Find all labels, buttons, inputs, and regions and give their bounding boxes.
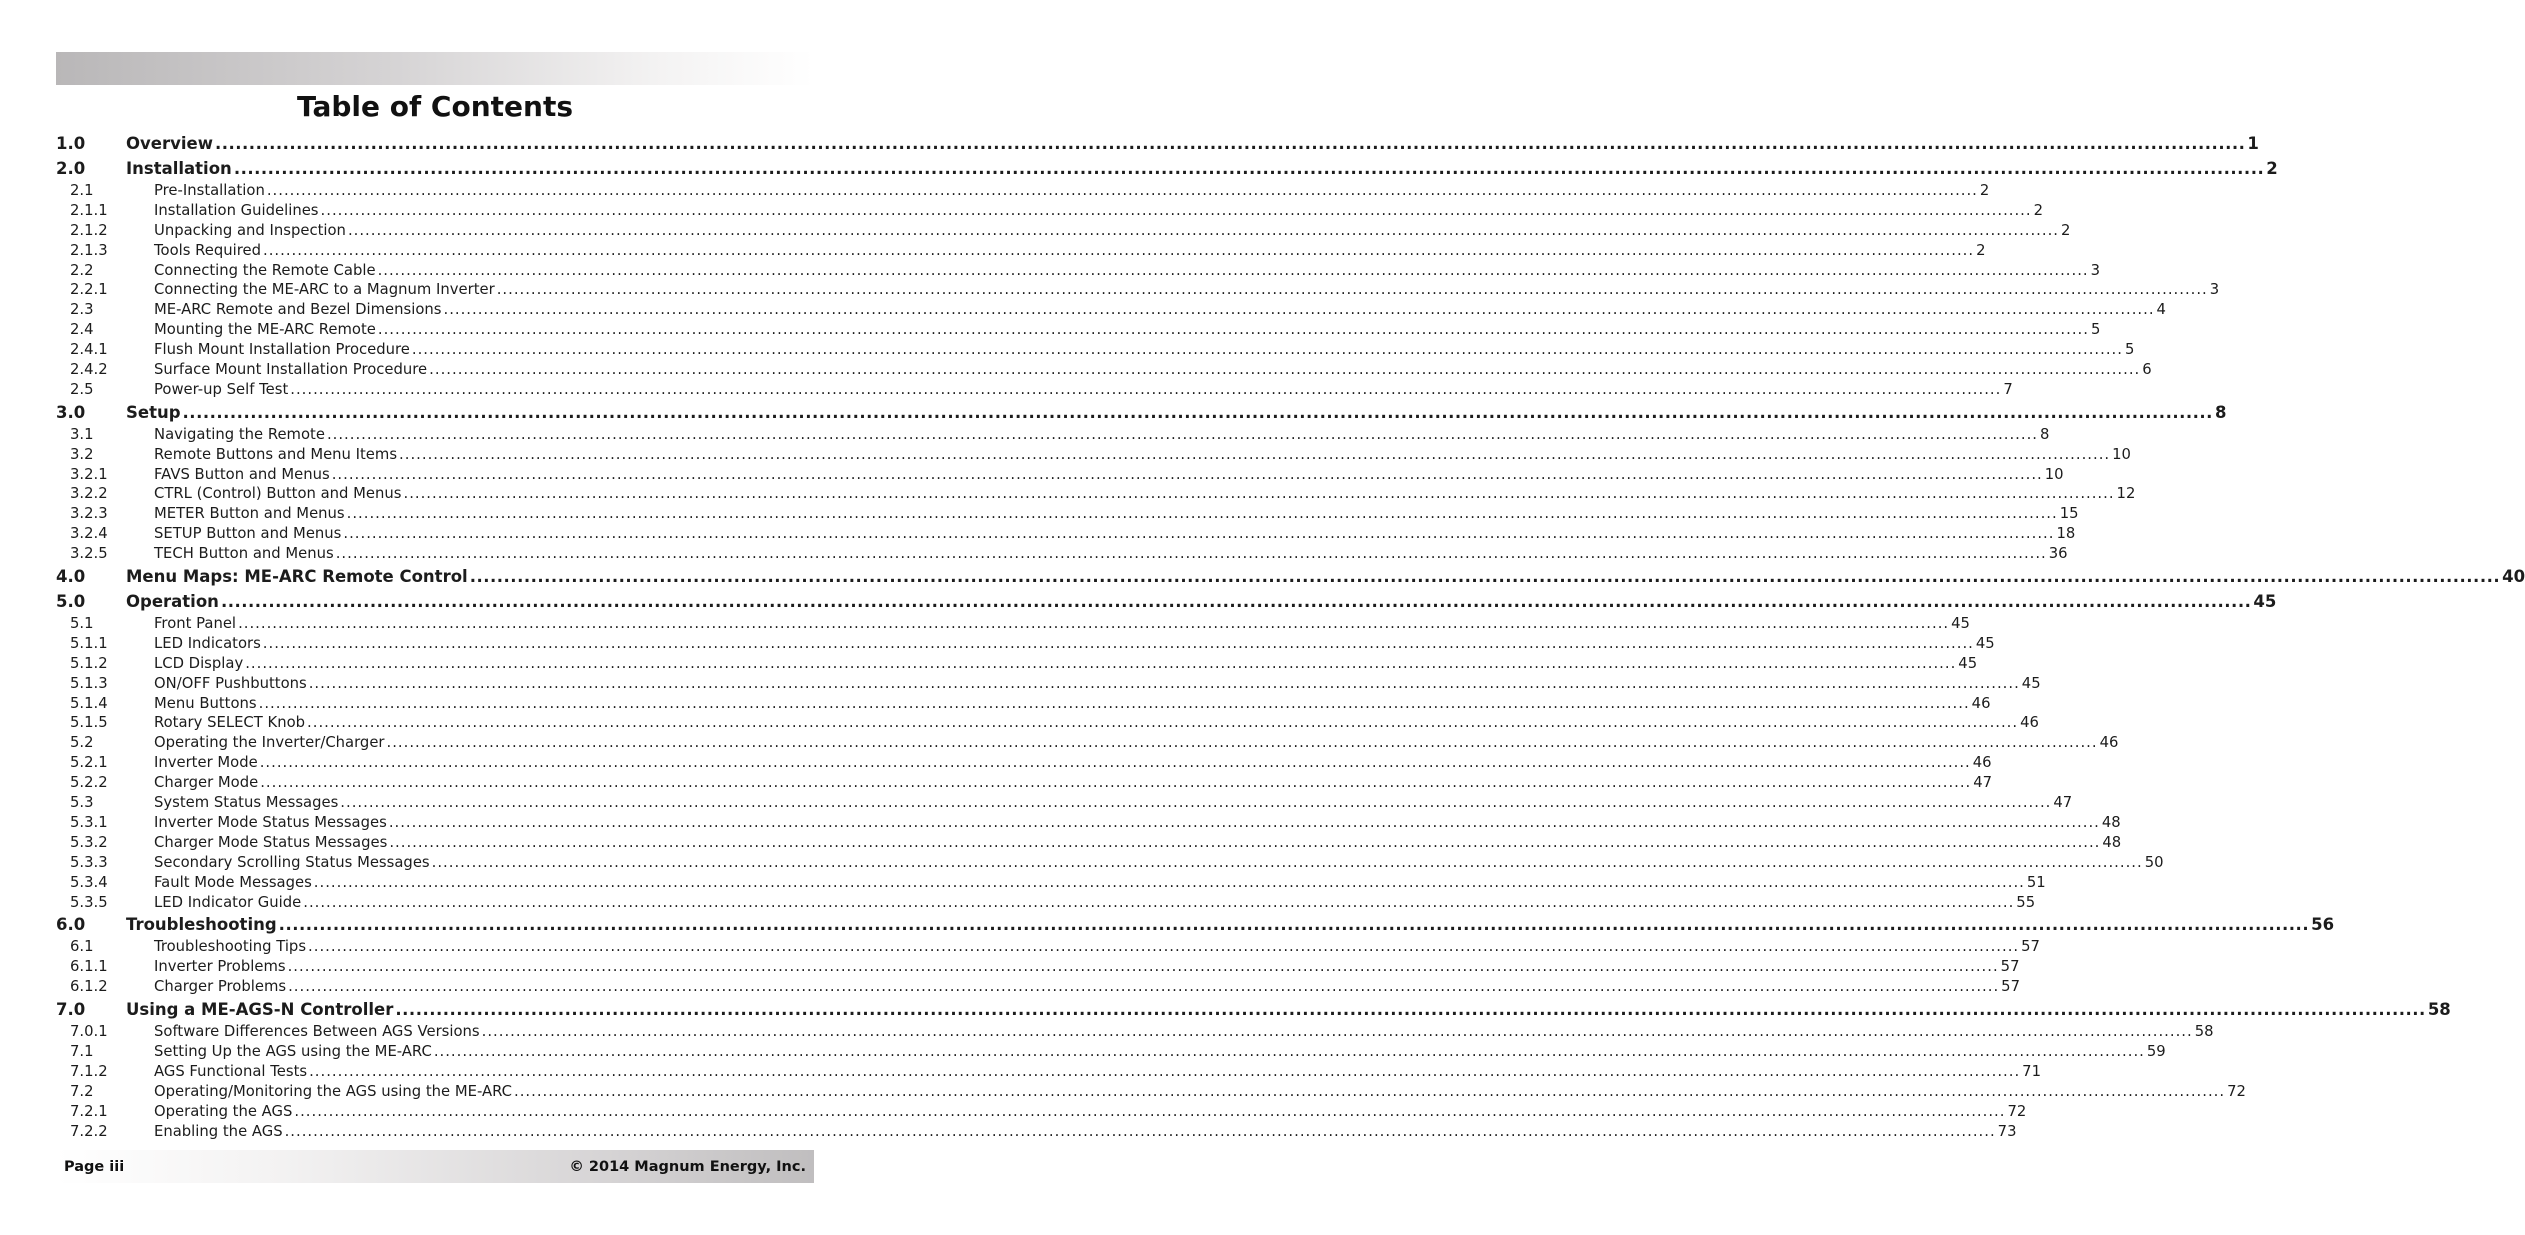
dot-leader: ............................................................................................................................................................................................................................................................................................................ (288, 978, 2000, 996)
toc-section-entry[interactable] (56, 997, 2451, 1022)
toc-entry-number: 2.1.1 (70, 201, 108, 219)
toc-subsection-entry[interactable] (56, 465, 2064, 485)
toc-entry-title: Tools Required (154, 241, 262, 259)
dot-leader: ............................................................................................................................................................................................................................................................................................................ (303, 893, 2015, 911)
dot-leader: ............................................................................................................................................................................................................................................................................................................ (260, 774, 1972, 792)
dot-leader: ............................................................................................................................................................................................................................................................................................................ (308, 938, 2020, 956)
toc-entry-number: 2.3 (70, 301, 94, 319)
toc-entry-number: 7.1.2 (70, 1062, 108, 1080)
dot-leader: ............................................................................................................................................................................................................................................................................................................ (403, 485, 2115, 503)
dot-leader: ............................................................................................................................................................................................................................................................................................................ (481, 1023, 2193, 1041)
toc-entry-page: 40 (2502, 567, 2525, 587)
toc-entry-title: CTRL (Control) Button and Menus (154, 485, 402, 503)
toc-entry-page: 36 (2048, 545, 2068, 563)
toc-subsection-entry[interactable] (56, 873, 2046, 893)
toc-entry-page: 7 (2003, 380, 2013, 398)
toc-entry-title: SETUP Button and Menus (154, 525, 342, 543)
dot-leader: ............................................................................................................................................................................................................................................................................................................ (469, 567, 2501, 587)
toc-entry-page: 47 (2053, 794, 2073, 812)
toc-entry-number: 5.3 (70, 794, 94, 812)
toc-entry-title: Fault Mode Messages (154, 873, 312, 891)
toc-entry-title: Unpacking and Inspection (154, 221, 346, 239)
toc-section-entry[interactable] (56, 400, 2227, 425)
dot-leader: ............................................................................................................................................................................................................................................................................................................ (320, 201, 2032, 219)
toc-entry-title: Inverter Problems (154, 958, 286, 976)
dot-leader: ............................................................................................................................................................................................................................................................................................................ (431, 853, 2143, 871)
toc-entry-title: ON/OFF Pushbuttons (154, 674, 307, 692)
toc-entry-title: Operating/Monitoring the AGS using the ME-ARC (154, 1082, 512, 1100)
toc-entry-page: 18 (2056, 525, 2076, 543)
toc-entry-number: 5.1.3 (70, 674, 108, 692)
toc-subsection-entry[interactable] (56, 793, 2073, 813)
toc-entry-title: METER Button and Menus (154, 505, 345, 523)
toc-subsection-entry[interactable] (56, 713, 2039, 733)
toc-entry-title: Power-up Self Test (154, 380, 289, 398)
toc-entry-title: Software Differences Between AGS Versions (154, 1023, 480, 1041)
toc-entry-title: Using a ME-AGS-N Controller (126, 1000, 394, 1020)
toc-entry-title: Enabling the AGS (154, 1122, 283, 1140)
toc-entry-page: 48 (2102, 833, 2122, 851)
toc-entry-title: Connecting the ME-ARC to a Magnum Inverter (154, 281, 495, 299)
toc-entry-number: 7.2.2 (70, 1122, 108, 1140)
toc-subsection-entry[interactable] (56, 300, 2166, 320)
toc-entry-page: 50 (2144, 853, 2164, 871)
toc-section-entry[interactable] (56, 156, 2278, 181)
toc-entry-title: AGS Functional Tests (154, 1062, 308, 1080)
toc-entry-number: 2.2 (70, 261, 94, 279)
toc-entry-title: Secondary Scrolling Status Messages (154, 853, 430, 871)
toc-subsection-entry[interactable] (56, 1022, 2214, 1042)
toc-entry-page: 46 (2099, 734, 2119, 752)
toc-entry-title: Operating the AGS (154, 1102, 293, 1120)
toc-entry-title: Rotary SELECT Knob (154, 714, 306, 732)
toc-section-entry[interactable] (56, 589, 2277, 614)
toc-entry-title: ME-ARC Remote and Bezel Dimensions (154, 301, 442, 319)
toc-entry-page: 45 (1975, 634, 1995, 652)
toc-subsection-entry[interactable] (56, 1042, 2166, 1062)
toc-entry-page: 46 (1972, 754, 1992, 772)
toc-subsection-entry[interactable] (56, 201, 2044, 221)
toc-entry-title: Surface Mount Installation Procedure (154, 361, 428, 379)
toc-entry-page: 72 (2007, 1102, 2027, 1120)
dot-leader: ............................................................................................................................................................................................................................................................................................................ (443, 301, 2155, 319)
toc-entry-number: 3.2.2 (70, 485, 108, 503)
dot-leader: ............................................................................................................................................................................................................................................................................................................ (294, 1102, 2006, 1120)
toc-entry-number: 7.2 (70, 1082, 94, 1100)
toc-entry-page: 58 (2194, 1023, 2214, 1041)
dot-leader: ............................................................................................................................................................................................................................................................................................................ (411, 341, 2123, 359)
toc-subsection-entry[interactable] (56, 524, 2076, 544)
dot-leader: ............................................................................................................................................................................................................................................................................................................ (287, 958, 1999, 976)
toc-subsection-entry[interactable] (56, 221, 2071, 241)
toc-entry-title: Troubleshooting Tips (154, 938, 307, 956)
toc-entry-page: 46 (1971, 694, 1991, 712)
toc-subsection-entry[interactable] (56, 654, 1978, 674)
toc-entry-number: 1.0 (56, 134, 86, 153)
toc-entry-page: 58 (2427, 1000, 2451, 1020)
toc-subsection-entry[interactable] (56, 360, 2152, 380)
dot-leader: ............................................................................................................................................................................................................................................................................................................ (290, 380, 2002, 398)
toc-entry-title: TECH Button and Menus (154, 545, 334, 563)
toc-entry-page: 3 (2090, 261, 2101, 279)
dot-leader: ............................................................................................................................................................................................................................................................................................................ (389, 833, 2101, 851)
dot-leader: ............................................................................................................................................................................................................................................................................................................ (262, 634, 1974, 652)
toc-entry-number: 7.0.1 (70, 1023, 108, 1041)
dot-leader: ............................................................................................................................................................................................................................................................................................................ (346, 505, 2058, 523)
toc-entry-number: 7.0 (56, 1000, 86, 1020)
toc-subsection-entry[interactable] (56, 977, 2020, 997)
toc-entry-page: 48 (2101, 813, 2121, 831)
toc-subsection-entry[interactable] (56, 1102, 2027, 1122)
toc-entry-page: 10 (2044, 465, 2064, 483)
toc-subsection-entry[interactable] (56, 753, 1992, 773)
dot-leader: ............................................................................................................................................................................................................................................................................................................ (245, 654, 1957, 672)
dot-leader: ............................................................................................................................................................................................................................................................................................................ (335, 545, 2047, 563)
toc-entry-title: Mounting the ME-ARC Remote (154, 321, 376, 339)
toc-subsection-entry[interactable] (56, 261, 2101, 281)
toc-entry-number: 6.1.2 (70, 978, 108, 996)
toc-entry-number: 2.2.1 (70, 281, 108, 299)
toc-entry-title: Charger Problems (154, 978, 287, 996)
toc-entry-page: 10 (2112, 445, 2131, 463)
toc-entry-page: 8 (2214, 402, 2227, 422)
toc-entry-number: 5.2 (70, 734, 94, 752)
toc-entry-page: 47 (1973, 774, 1993, 792)
toc-entry-number: 6.1.1 (70, 958, 108, 976)
toc-entry-page: 45 (2021, 674, 2041, 692)
toc-entry-title: Menu Buttons (154, 694, 257, 712)
toc-entry-number: 2.4.2 (70, 361, 108, 379)
dot-leader: ............................................................................................................................................................................................................................................................................................................ (258, 694, 1970, 712)
toc-entry-page: 6 (2142, 361, 2152, 379)
toc-subsection-entry[interactable] (56, 773, 1993, 793)
toc-entry-page: 15 (2059, 505, 2079, 523)
toc-subsection-entry[interactable] (56, 484, 2136, 504)
dot-leader: ............................................................................................................................................................................................................................................................................................................ (309, 1062, 2021, 1080)
toc-section-entry[interactable] (56, 912, 2335, 937)
toc-entry-page: 57 (2001, 978, 2020, 996)
toc-subsection-entry[interactable] (56, 340, 2135, 360)
toc-entry-number: 2.4.1 (70, 341, 108, 359)
dot-leader: ............................................................................................................................................................................................................................................................................................................ (313, 873, 2025, 891)
toc-entry-page: 59 (2146, 1042, 2166, 1060)
toc-subsection-entry[interactable] (56, 833, 2122, 853)
toc-entry-title: Overview (126, 134, 213, 153)
toc-entry-number: 5.0 (56, 592, 86, 612)
dot-leader: ............................................................................................................................................................................................................................................................................................................ (220, 592, 2252, 612)
toc-entry-number: 2.5 (70, 380, 94, 398)
toc-entry-number: 5.3.3 (70, 853, 108, 871)
toc-entry-page: 5 (2090, 321, 2101, 339)
toc-subsection-entry[interactable] (56, 674, 2041, 694)
toc-subsection-entry[interactable] (56, 320, 2101, 340)
toc-entry-page: 45 (1958, 654, 1978, 672)
toc-subsection-entry[interactable] (56, 893, 2036, 913)
toc-subsection-entry[interactable] (56, 813, 2121, 833)
toc-entry-page: 71 (2022, 1062, 2041, 1080)
toc-entry-number: 2.4 (70, 321, 94, 339)
toc-entry-title: LED Indicators (154, 634, 261, 652)
dot-leader: ............................................................................................................................................................................................................................................................................................................ (266, 182, 1978, 199)
toc-subsection-entry[interactable] (56, 634, 1995, 654)
toc-entry-number: 5.3.4 (70, 873, 108, 891)
toc-entry-number: 2.0 (56, 159, 86, 178)
toc-entry-number: 5.1.5 (70, 714, 108, 732)
toc-entry-number: 7.2.1 (70, 1102, 108, 1120)
toc-entry-number: 5.3.5 (70, 893, 108, 911)
toc-entry-title: Troubleshooting (126, 915, 277, 935)
toc-subsection-entry[interactable] (56, 614, 1970, 634)
toc-entry-number: 5.3.1 (70, 813, 108, 831)
toc-entry-number: 2.1.2 (70, 221, 108, 239)
dot-leader: ............................................................................................................................................................................................................................................................................................................ (343, 525, 2055, 543)
dot-leader: ............................................................................................................................................................................................................................................................................................................ (259, 754, 1971, 772)
toc-subsection-entry[interactable] (56, 445, 2131, 465)
toc-entry-number: 3.2.1 (70, 465, 108, 483)
toc-entry-title: Operating the Inverter/Charger (154, 734, 385, 752)
toc-subsection-entry[interactable] (56, 241, 1986, 261)
toc-section-entry[interactable] (56, 564, 2525, 589)
toc-entry-number: 7.1 (70, 1042, 94, 1060)
toc-entry-page: 57 (2021, 938, 2040, 956)
dot-leader: ............................................................................................................................................................................................................................................................................................................ (433, 1042, 2145, 1060)
toc-entry-title: Menu Maps: ME-ARC Remote Control (126, 567, 468, 587)
dot-leader: ............................................................................................................................................................................................................................................................................................................ (399, 445, 2111, 463)
dot-leader: ............................................................................................................................................................................................................................................................................................................ (308, 674, 2020, 692)
toc-entry-page: 56 (2311, 915, 2335, 935)
toc-entry-page: 45 (1951, 615, 1970, 633)
toc-entry-title: Inverter Mode (154, 754, 258, 772)
toc-entry-number: 5.2.2 (70, 774, 108, 792)
toc-list (56, 131, 2525, 1141)
dot-leader: ............................................................................................................................................................................................................................................................................................................ (388, 813, 2100, 831)
toc-entry-number: 2.1.3 (70, 241, 108, 259)
toc-entry-title: Charger Mode (154, 774, 259, 792)
toc-entry-page: 2 (1976, 241, 1986, 259)
dot-leader: ............................................................................................................................................................................................................................................................................................................ (331, 465, 2043, 483)
toc-entry-page: 55 (2016, 893, 2036, 911)
toc-entry-number: 5.1.4 (70, 694, 108, 712)
toc-entry-title: LCD Display (154, 654, 244, 672)
toc-subsection-entry[interactable] (56, 380, 2013, 400)
toc-entry-number: 5.2.1 (70, 754, 108, 772)
footer-bar (56, 1150, 814, 1183)
toc-entry-number: 2.1 (70, 182, 94, 199)
toc-entry-number: 4.0 (56, 567, 86, 587)
dot-leader: ............................................................................................................................................................................................................................................................................................................ (386, 734, 2098, 752)
toc-entry-page: 2 (1979, 182, 1990, 199)
toc-entry-number: 3.0 (56, 402, 86, 422)
page-title: Table of Contents (296, 90, 573, 123)
toc-entry-page: 72 (2227, 1082, 2246, 1100)
dot-leader: ............................................................................................................................................................................................................................................................................................................ (377, 321, 2089, 339)
toc-entry-page: 2 (2061, 221, 2071, 239)
toc-entry-number: 5.1.2 (70, 654, 108, 672)
toc-entry-title: Inverter Mode Status Messages (154, 813, 387, 831)
copyright-notice: © 2014 Magnum Energy, Inc. (569, 1158, 806, 1175)
toc-entry-page: 12 (2116, 485, 2136, 503)
toc-entry-page: 51 (2026, 873, 2046, 891)
toc-entry-page: 1 (2247, 134, 2259, 153)
dot-leader: ............................................................................................................................................................................................................................................................................................................ (263, 241, 1975, 259)
toc-entry-title: System Status Messages (154, 794, 339, 812)
toc-entry-title: Operation (126, 592, 219, 612)
toc-subsection-entry[interactable] (56, 733, 2119, 753)
dot-leader: ............................................................................................................................................................................................................................................................................................................ (278, 915, 2310, 935)
toc-entry-page: 2 (2033, 201, 2044, 219)
toc-subsection-entry[interactable] (56, 1122, 2017, 1142)
toc-entry-title: LED Indicator Guide (154, 893, 302, 911)
dot-leader: ............................................................................................................................................................................................................................................................................................................ (395, 1000, 2426, 1020)
toc-subsection-entry[interactable] (56, 957, 2020, 977)
dot-leader: ............................................................................................................................................................................................................................................................................................................ (182, 402, 2213, 422)
toc-entry-page: 3 (2209, 281, 2220, 299)
dot-leader: ............................................................................................................................................................................................................................................................................................................ (514, 1082, 2226, 1100)
toc-subsection-entry[interactable] (56, 1082, 2246, 1102)
toc-entry-page: 57 (2000, 958, 2020, 976)
toc-entry-number: 5.1.1 (70, 634, 108, 652)
toc-entry-page: 45 (2253, 592, 2277, 612)
toc-subsection-entry[interactable] (56, 544, 2068, 564)
dot-leader: ............................................................................................................................................................................................................................................................................................................ (429, 361, 2141, 379)
toc-subsection-entry[interactable] (56, 181, 1990, 201)
toc-entry-title: Connecting the Remote Cable (154, 261, 376, 279)
toc-section-entry[interactable] (56, 131, 2259, 156)
toc-entry-page: 8 (2040, 425, 2050, 443)
dot-leader: ............................................................................................................................................................................................................................................................................................................ (238, 615, 1950, 633)
dot-leader: ............................................................................................................................................................................................................................................................................................................ (307, 714, 2019, 732)
toc-entry-page: 2 (2266, 159, 2278, 178)
toc-entry-title: Charger Mode Status Messages (154, 833, 388, 851)
toc-entry-title: Remote Buttons and Menu Items (154, 445, 398, 463)
toc-entry-title: Installation Guidelines (154, 201, 319, 219)
toc-subsection-entry[interactable] (56, 425, 2050, 445)
page-number: Page iii (64, 1158, 125, 1175)
toc-entry-page: 5 (2124, 341, 2135, 359)
toc-subsection-entry[interactable] (56, 937, 2040, 957)
dot-leader: ............................................................................................................................................................................................................................................................................................................ (284, 1122, 1996, 1140)
toc-entry-title: Navigating the Remote (154, 425, 325, 443)
toc-subsection-entry[interactable] (56, 504, 2079, 524)
toc-entry-number: 3.2.3 (70, 505, 108, 523)
dot-leader: ............................................................................................................................................................................................................................................................................................................ (340, 794, 2052, 812)
header-bar (56, 52, 814, 85)
toc-subsection-entry[interactable] (56, 694, 1991, 714)
dot-leader: ............................................................................................................................................................................................................................................................................................................ (214, 134, 2246, 153)
toc-entry-title: Setup (126, 402, 181, 422)
toc-subsection-entry[interactable] (56, 1062, 2041, 1082)
dot-leader: ............................................................................................................................................................................................................................................................................................................ (347, 221, 2059, 239)
dot-leader: ............................................................................................................................................................................................................................................................................................................ (496, 281, 2208, 299)
toc-entry-title: FAVS Button and Menus (154, 465, 330, 483)
toc-entry-title: Installation (126, 159, 232, 178)
toc-entry-page: 73 (1997, 1122, 2017, 1140)
toc-entry-title: Pre-Installation (154, 182, 265, 199)
toc-entry-number: 3.2.5 (70, 545, 108, 563)
toc-entry-number: 6.0 (56, 915, 86, 935)
toc-subsection-entry[interactable] (56, 853, 2164, 873)
toc-entry-title: Setting Up the AGS using the ME-ARC (154, 1042, 432, 1060)
toc-entry-number: 5.3.2 (70, 833, 108, 851)
toc-entry-number: 3.1 (70, 425, 94, 443)
toc-entry-number: 6.1 (70, 938, 94, 956)
dot-leader: ............................................................................................................................................................................................................................................................................................................ (233, 159, 2265, 178)
toc-entry-title: Front Panel (154, 615, 237, 633)
toc-entry-title: Flush Mount Installation Procedure (154, 341, 410, 359)
toc-entry-number: 3.2.4 (70, 525, 108, 543)
toc-entry-page: 46 (2020, 714, 2039, 732)
toc-entry-number: 5.1 (70, 615, 94, 633)
dot-leader: ............................................................................................................................................................................................................................................................................................................ (326, 425, 2038, 443)
dot-leader: ............................................................................................................................................................................................................................................................................................................ (377, 261, 2089, 279)
toc-entry-page: 4 (2156, 301, 2166, 319)
toc-subsection-entry[interactable] (56, 280, 2220, 300)
toc-entry-number: 3.2 (70, 445, 94, 463)
